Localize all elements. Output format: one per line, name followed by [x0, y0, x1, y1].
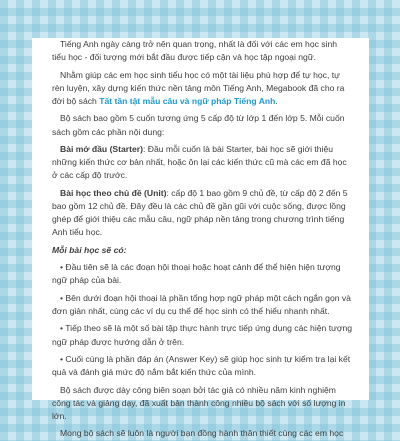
- book-page: [32, 38, 369, 439]
- book-title-highlight: Tất tần tật mẫu câu và ngữ pháp Tiếng Anh: [99, 96, 276, 106]
- starter-paragraph: [52, 143, 353, 183]
- closing-paragraph: Mong bộ sách sẽ luôn là người bạn đồng hành thân thiết cùng các em học: [60, 428, 344, 439]
- purpose-paragraph: [52, 69, 353, 109]
- unit-text: : cấp độ 1 bao gồm 9 chủ đề, từ cấp độ 2 đến 5 bao gồm 12 chủ đề. Đây đều là các chủ đề gần gũi với cuộc sống, được lồng ghép để giới thiệu các mẫu câu, ngữ pháp nền tảng trong chương trình tiếng Anh tiểu học.: [52, 187, 348, 238]
- unit-paragraph: [52, 187, 353, 240]
- lesson-heading: Mỗi bài học sẽ có:: [52, 244, 127, 255]
- starter-label: Bài mở đầu (Starter): [60, 143, 143, 154]
- bullet-item-4: • Cuối cùng là phần đáp án (Answer Key) sẽ giúp học sinh tự kiểm tra lại kết quả và đánh giá mức độ nắm bắt kiến thức của mình.: [52, 353, 351, 378]
- purpose-end: .: [275, 96, 278, 106]
- unit-label: Bài học theo chủ đề (Unit): [60, 187, 167, 198]
- intro-paragraph: Tiếng Anh ngày càng trở nên quan trọng, nhất là đối với các em học sinh tiểu học - đối tượng mới bắt đầu được tiếp cận và học tập ngoại ngữ.: [52, 39, 338, 63]
- bullet-item-2: • Bên dưới đoạn hội thoại là phần tổng hợp ngữ pháp một cách ngắn gọn và đơn giản nhất, cùng các ví dụ cụ thể để học sinh có thể hiểu nhanh nhất.: [52, 292, 351, 316]
- series-info-paragraph: Bộ sách bao gồm 5 cuốn tương ứng 5 cấp độ từ lớp 1 đến lớp 5. Mỗi cuốn sách gồm các phần nội dung:: [52, 113, 345, 137]
- authors-paragraph: Bộ sách được dày công biên soạn bởi tác giả có nhiều năm kinh nghiệm công tác và giảng dạy, đã xuất bản thành công nhiều bộ sách với số lượng in lớn.: [52, 384, 346, 421]
- bullet-item-3: • Tiếp theo sẽ là một số bài tập thực hành trực tiếp ứng dụng các hiện tượng ngữ pháp được hướng dẫn ở trên.: [52, 323, 353, 347]
- bullet-item-1: • Đầu tiên sẽ là các đoạn hội thoại hoặc hoạt cảnh để thể hiện hiện tượng ngữ pháp của bài.: [52, 262, 341, 286]
- starter-text: : Đầu mỗi cuốn là bài Starter, bài học sẽ giới thiệu những kiến thức cơ bản nhất, hoặc ôn lại các kiến thức cũ mà các em đã học ở các cấp độ trước.: [52, 143, 347, 181]
- purpose-text: Nhằm giúp các em học sinh tiểu học có một tài liệu phù hợp để tự học, tự rèn luyện, xây dựng kiến thức nền tảng môn Tiếng Anh, Megabook đã cho ra đời bộ sách: [52, 69, 345, 106]
